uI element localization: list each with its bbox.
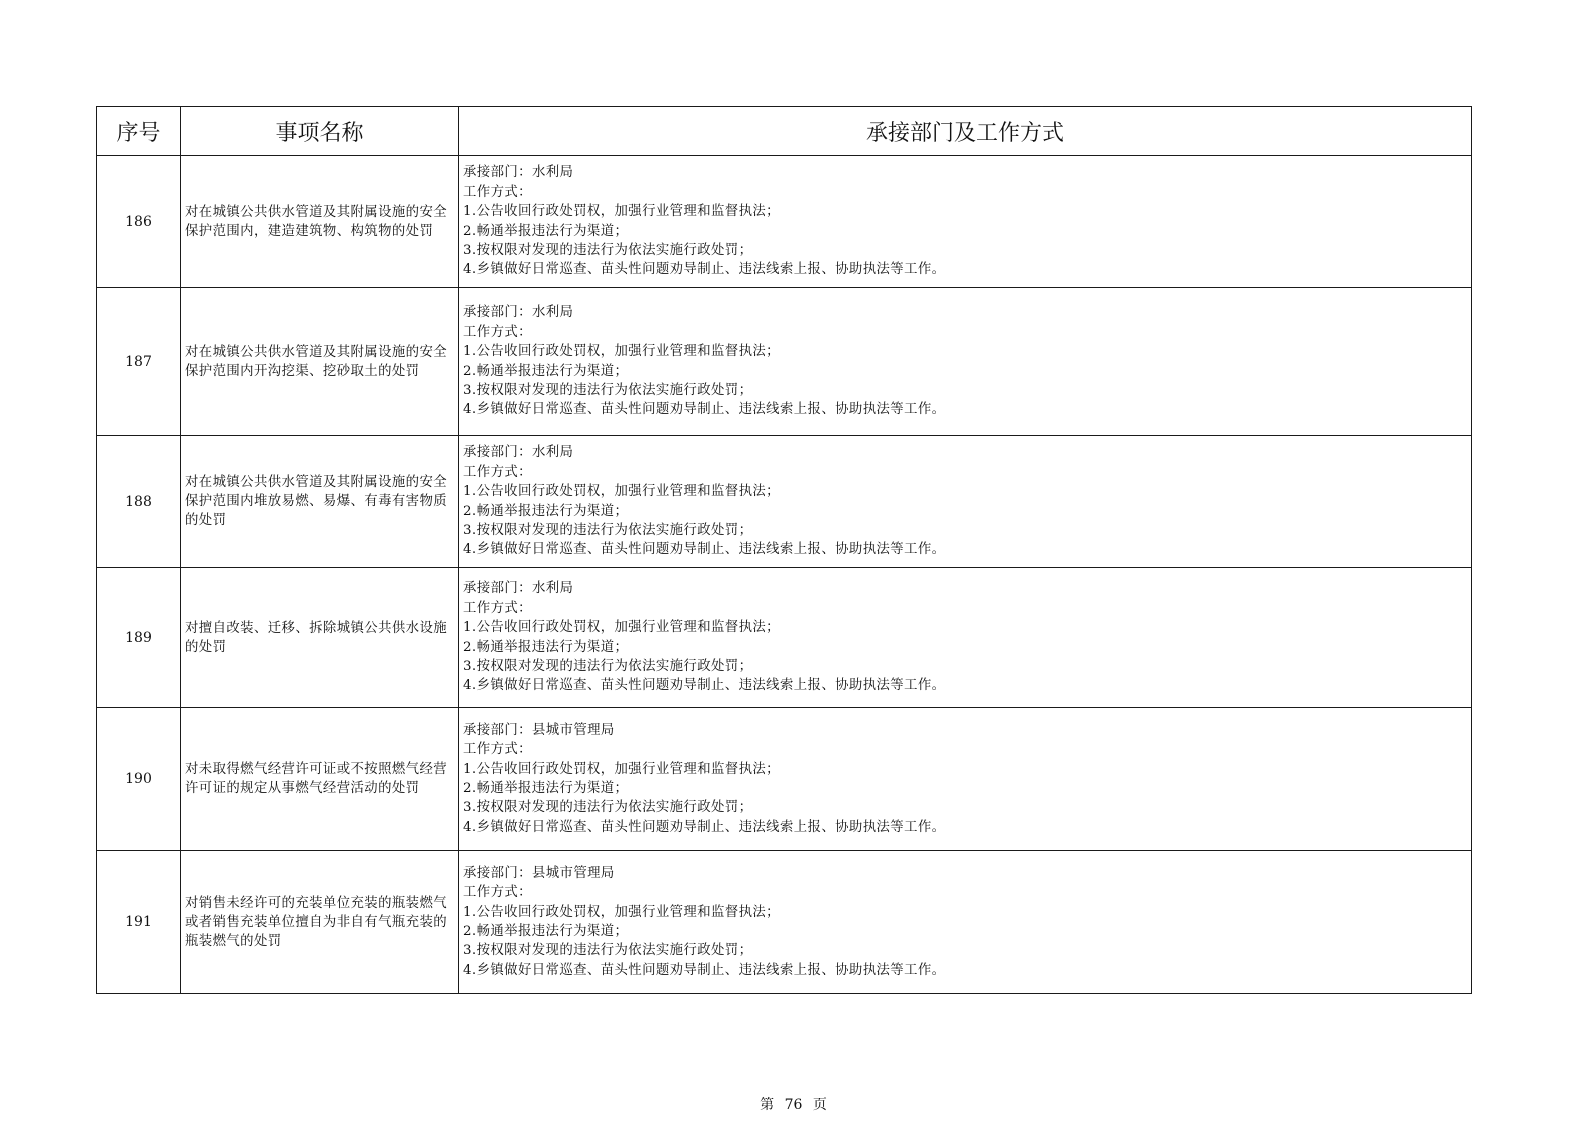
- method-item: 4.乡镇做好日常巡查、苗头性问题劝导制止、违法线索上报、协助执法等工作。: [463, 678, 946, 694]
- table-row: [97, 288, 1472, 436]
- row-serial: 188: [97, 436, 181, 568]
- method-item: 1.公告收回行政处罚权，加强行业管理和监督执法；: [463, 484, 780, 500]
- page-number: 76: [784, 1097, 803, 1113]
- department-line: 承接部门：水利局: [463, 445, 574, 461]
- method-title: 工作方式：: [463, 184, 532, 200]
- method-item: 2.畅通举报违法行为渠道；: [463, 639, 629, 655]
- method-item: 3.按权限对发现的违法行为依法实施行政处罚；: [463, 522, 753, 538]
- method-item: 4.乡镇做好日常巡查、苗头性问题劝导制止、违法线索上报、协助执法等工作。: [463, 819, 946, 835]
- method-item: 1.公告收回行政处罚权，加强行业管理和监督执法；: [463, 344, 780, 360]
- row-department-method: [459, 851, 1472, 994]
- method-title: 工作方式：: [463, 885, 532, 901]
- method-item: 1.公告收回行政处罚权，加强行业管理和监督执法；: [463, 761, 780, 777]
- method-item: 3.按权限对发现的违法行为依法实施行政处罚；: [463, 658, 753, 674]
- header-department-method: 承接部门及工作方式: [459, 107, 1472, 156]
- method-item: 2.畅通举报违法行为渠道；: [463, 924, 629, 939]
- method-item: 4.乡镇做好日常巡查、苗头性问题劝导制止、违法线索上报、协助执法等工作。: [463, 262, 946, 278]
- method-item: 3.按权限对发现的违法行为依法实施行政处罚；: [463, 800, 753, 816]
- table-row: [97, 851, 1472, 994]
- header-row: [97, 107, 1472, 156]
- row-department-method: [459, 156, 1472, 288]
- department-line: 承接部门：水利局: [463, 305, 574, 321]
- table-row: [97, 436, 1472, 568]
- header-serial: 序号: [97, 107, 181, 156]
- method-item: 2.畅通举报违法行为渠道；: [463, 223, 629, 239]
- row-serial: 189: [97, 568, 181, 708]
- row-serial: 190: [97, 708, 181, 851]
- table-row: [97, 708, 1472, 851]
- department-line: 承接部门：水利局: [463, 165, 574, 181]
- page-footer: [0, 1094, 1587, 1114]
- method-item: 2.畅通举报违法行为渠道；: [463, 503, 629, 519]
- row-item-name: 对擅自改装、迁移、拆除城镇公共供水设施的处罚: [181, 568, 459, 708]
- method-title: 工作方式：: [463, 742, 532, 758]
- row-item-name: 对在城镇公共供水管道及其附属设施的安全保护范围内，建造建筑物、构筑物的处罚: [181, 156, 459, 288]
- department-line: 承接部门：县城市管理局: [463, 722, 615, 738]
- method-title: 工作方式：: [463, 324, 532, 340]
- page-prefix: 第: [760, 1097, 775, 1113]
- row-item-name: 对在城镇公共供水管道及其附属设施的安全保护范围内堆放易燃、易爆、有毒有害物质的处罚: [181, 436, 459, 568]
- row-item-name: 对销售未经许可的充装单位充装的瓶装燃气或者销售充装单位擅自为非自有气瓶充装的瓶装燃气的处罚: [181, 851, 459, 994]
- header-item-name: 事项名称: [181, 107, 459, 156]
- method-item: 2.畅通举报违法行为渠道；: [463, 363, 629, 379]
- method-item: 1.公告收回行政处罚权，加强行业管理和监督执法；: [463, 204, 780, 220]
- method-item: 3.按权限对发现的违法行为依法实施行政处罚；: [463, 943, 753, 959]
- row-item-name: 对未取得燃气经营许可证或不按照燃气经营许可证的规定从事燃气经营活动的处罚: [181, 708, 459, 851]
- row-serial: 191: [97, 851, 181, 994]
- items-table: [96, 106, 1472, 994]
- method-item: 4.乡镇做好日常巡查、苗头性问题劝导制止、违法线索上报、协助执法等工作。: [463, 962, 946, 978]
- department-line: 承接部门：水利局: [463, 581, 574, 597]
- table-row: [97, 568, 1472, 708]
- page-suffix: 页: [812, 1097, 827, 1113]
- row-department-method: [459, 288, 1472, 436]
- method-item: 1.公告收回行政处罚权，加强行业管理和监督执法；: [463, 904, 780, 920]
- department-line: 承接部门：县城市管理局: [463, 865, 615, 881]
- row-department-method: [459, 708, 1472, 851]
- method-item: 4.乡镇做好日常巡查、苗头性问题劝导制止、违法线索上报、协助执法等工作。: [463, 542, 946, 558]
- method-item: 1.公告收回行政处罚权，加强行业管理和监督执法；: [463, 620, 780, 636]
- method-item: 3.按权限对发现的违法行为依法实施行政处罚；: [463, 242, 753, 258]
- row-serial: 186: [97, 156, 181, 288]
- method-title: 工作方式：: [463, 464, 532, 480]
- table-row: [97, 156, 1472, 288]
- method-title: 工作方式：: [463, 600, 532, 616]
- row-department-method: [459, 436, 1472, 568]
- method-item: 3.按权限对发现的违法行为依法实施行政处罚；: [463, 382, 753, 398]
- row-item-name: 对在城镇公共供水管道及其附属设施的安全保护范围内开沟挖渠、挖砂取土的处罚: [181, 288, 459, 436]
- method-item: 2.畅通举报违法行为渠道；: [463, 781, 629, 796]
- method-item: 4.乡镇做好日常巡查、苗头性问题劝导制止、违法线索上报、协助执法等工作。: [463, 402, 946, 418]
- row-department-method: [459, 568, 1472, 708]
- row-serial: 187: [97, 288, 181, 436]
